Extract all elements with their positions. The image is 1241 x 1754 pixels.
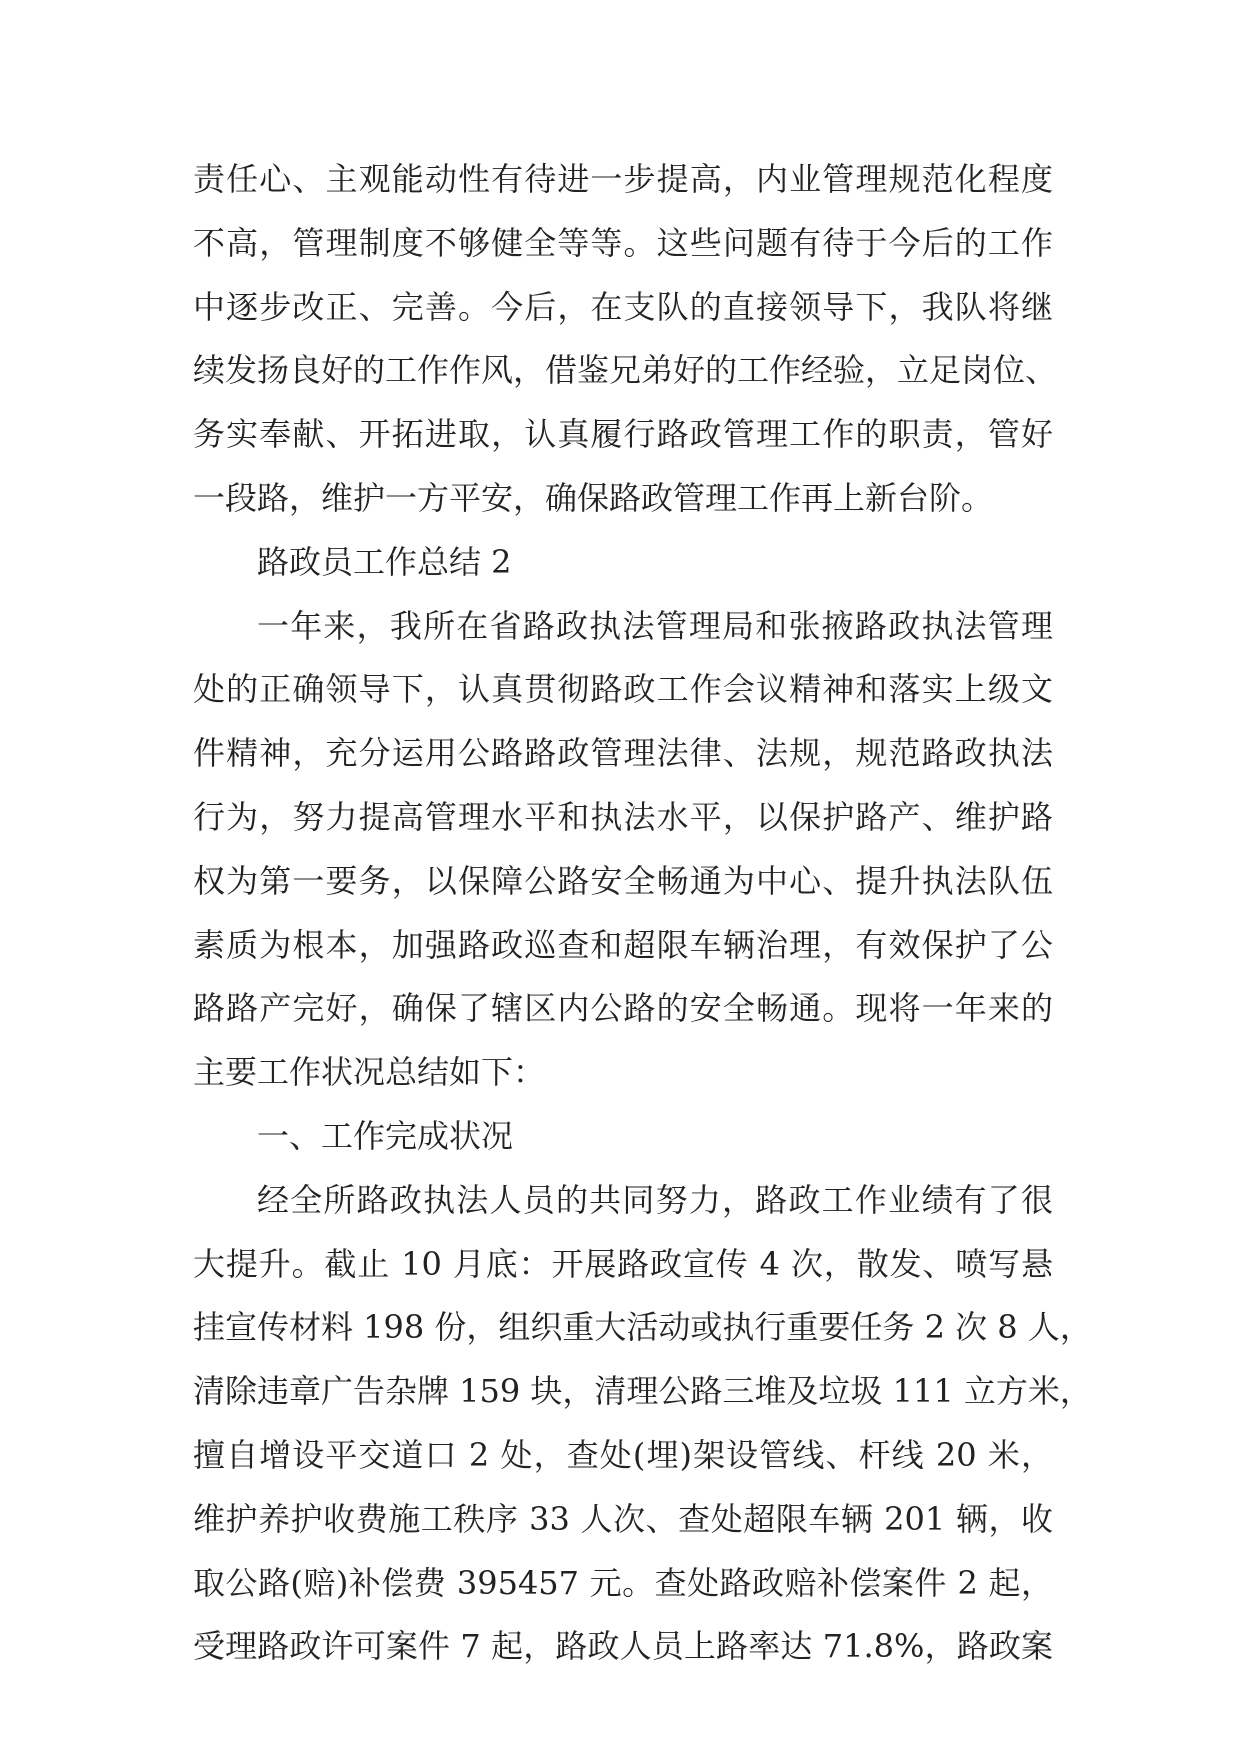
text-line: 务实奉献、开拓进取，认真履行路政管理工作的职责，管好 <box>193 415 1053 454</box>
section-title: 路政员工作总结 2 <box>257 542 512 581</box>
section-heading: 一、工作完成状况 <box>257 1116 514 1155</box>
text-line: 责任心、主观能动性有待进一步提高，内业管理规范化程度 <box>193 160 1053 198</box>
text-line: 取公路(赔)补偿费 395457 元。查处路政赔补偿案件 2 起， <box>193 1563 1053 1602</box>
text-line: 中逐步改正、完善。今后，在支队的直接领导下，我队将继 <box>193 287 1053 326</box>
text-line: 权为第一要务，以保障公路安全畅通为中心、提升执法队伍 <box>193 861 1053 900</box>
paragraph-first-line: 经全所路政执法人员的共同努力，路政工作业绩有了很 <box>257 1180 1053 1219</box>
text-line: 素质为根本，加强路政巡查和超限车辆治理，有效保护了公 <box>193 925 1053 964</box>
text-line: 一段路，维护一方平安，确保路政管理工作再上新台阶。 <box>193 478 994 517</box>
text-line: 行为，努力提高管理水平和执法水平，以保护路产、维护路 <box>193 797 1053 836</box>
body-text <box>193 148 1092 1679</box>
text-line: 处的正确领导下，认真贯彻路政工作会议精神和落实上级文 <box>193 670 1053 709</box>
text-line: 受理路政许可案件 7 起，路政人员上路率达 71.8%，路政案 <box>193 1627 1053 1666</box>
paragraph-first-line: 一年来，我所在省路政执法管理局和张掖路政执法管理 <box>257 606 1053 645</box>
text-line: 不高，管理制度不够健全等等。这些问题有待于今后的工作 <box>193 223 1053 262</box>
text-line: 件精神，充分运用公路路政管理法律、法规，规范路政执法 <box>193 734 1053 773</box>
text-line: 续发扬良好的工作作风，借鉴兄弟好的工作经验，立足岗位、 <box>193 351 1058 390</box>
text-line: 清除违章广告杂牌 159 块，清理公路三堆及垃圾 111 立方米， <box>193 1372 1092 1411</box>
text-line: 擅自增设平交道口 2 处，查处(埋)架设管线、杆线 20 米， <box>193 1435 1053 1474</box>
text-line: 路路产完好，确保了辖区内公路的安全畅通。现将一年来的 <box>193 989 1053 1028</box>
text-line: 大提升。截止 10 月底：开展路政宣传 4 次，散发、喷写悬 <box>193 1244 1053 1283</box>
text-line: 维护养护收费施工秩序 33 人次、查处超限车辆 201 辆，收 <box>193 1499 1053 1538</box>
text-line: 挂宣传材料 198 份，组织重大活动或执行重要任务 2 次 8 人， <box>193 1308 1092 1347</box>
text-line: 主要工作状况总结如下： <box>193 1053 546 1092</box>
